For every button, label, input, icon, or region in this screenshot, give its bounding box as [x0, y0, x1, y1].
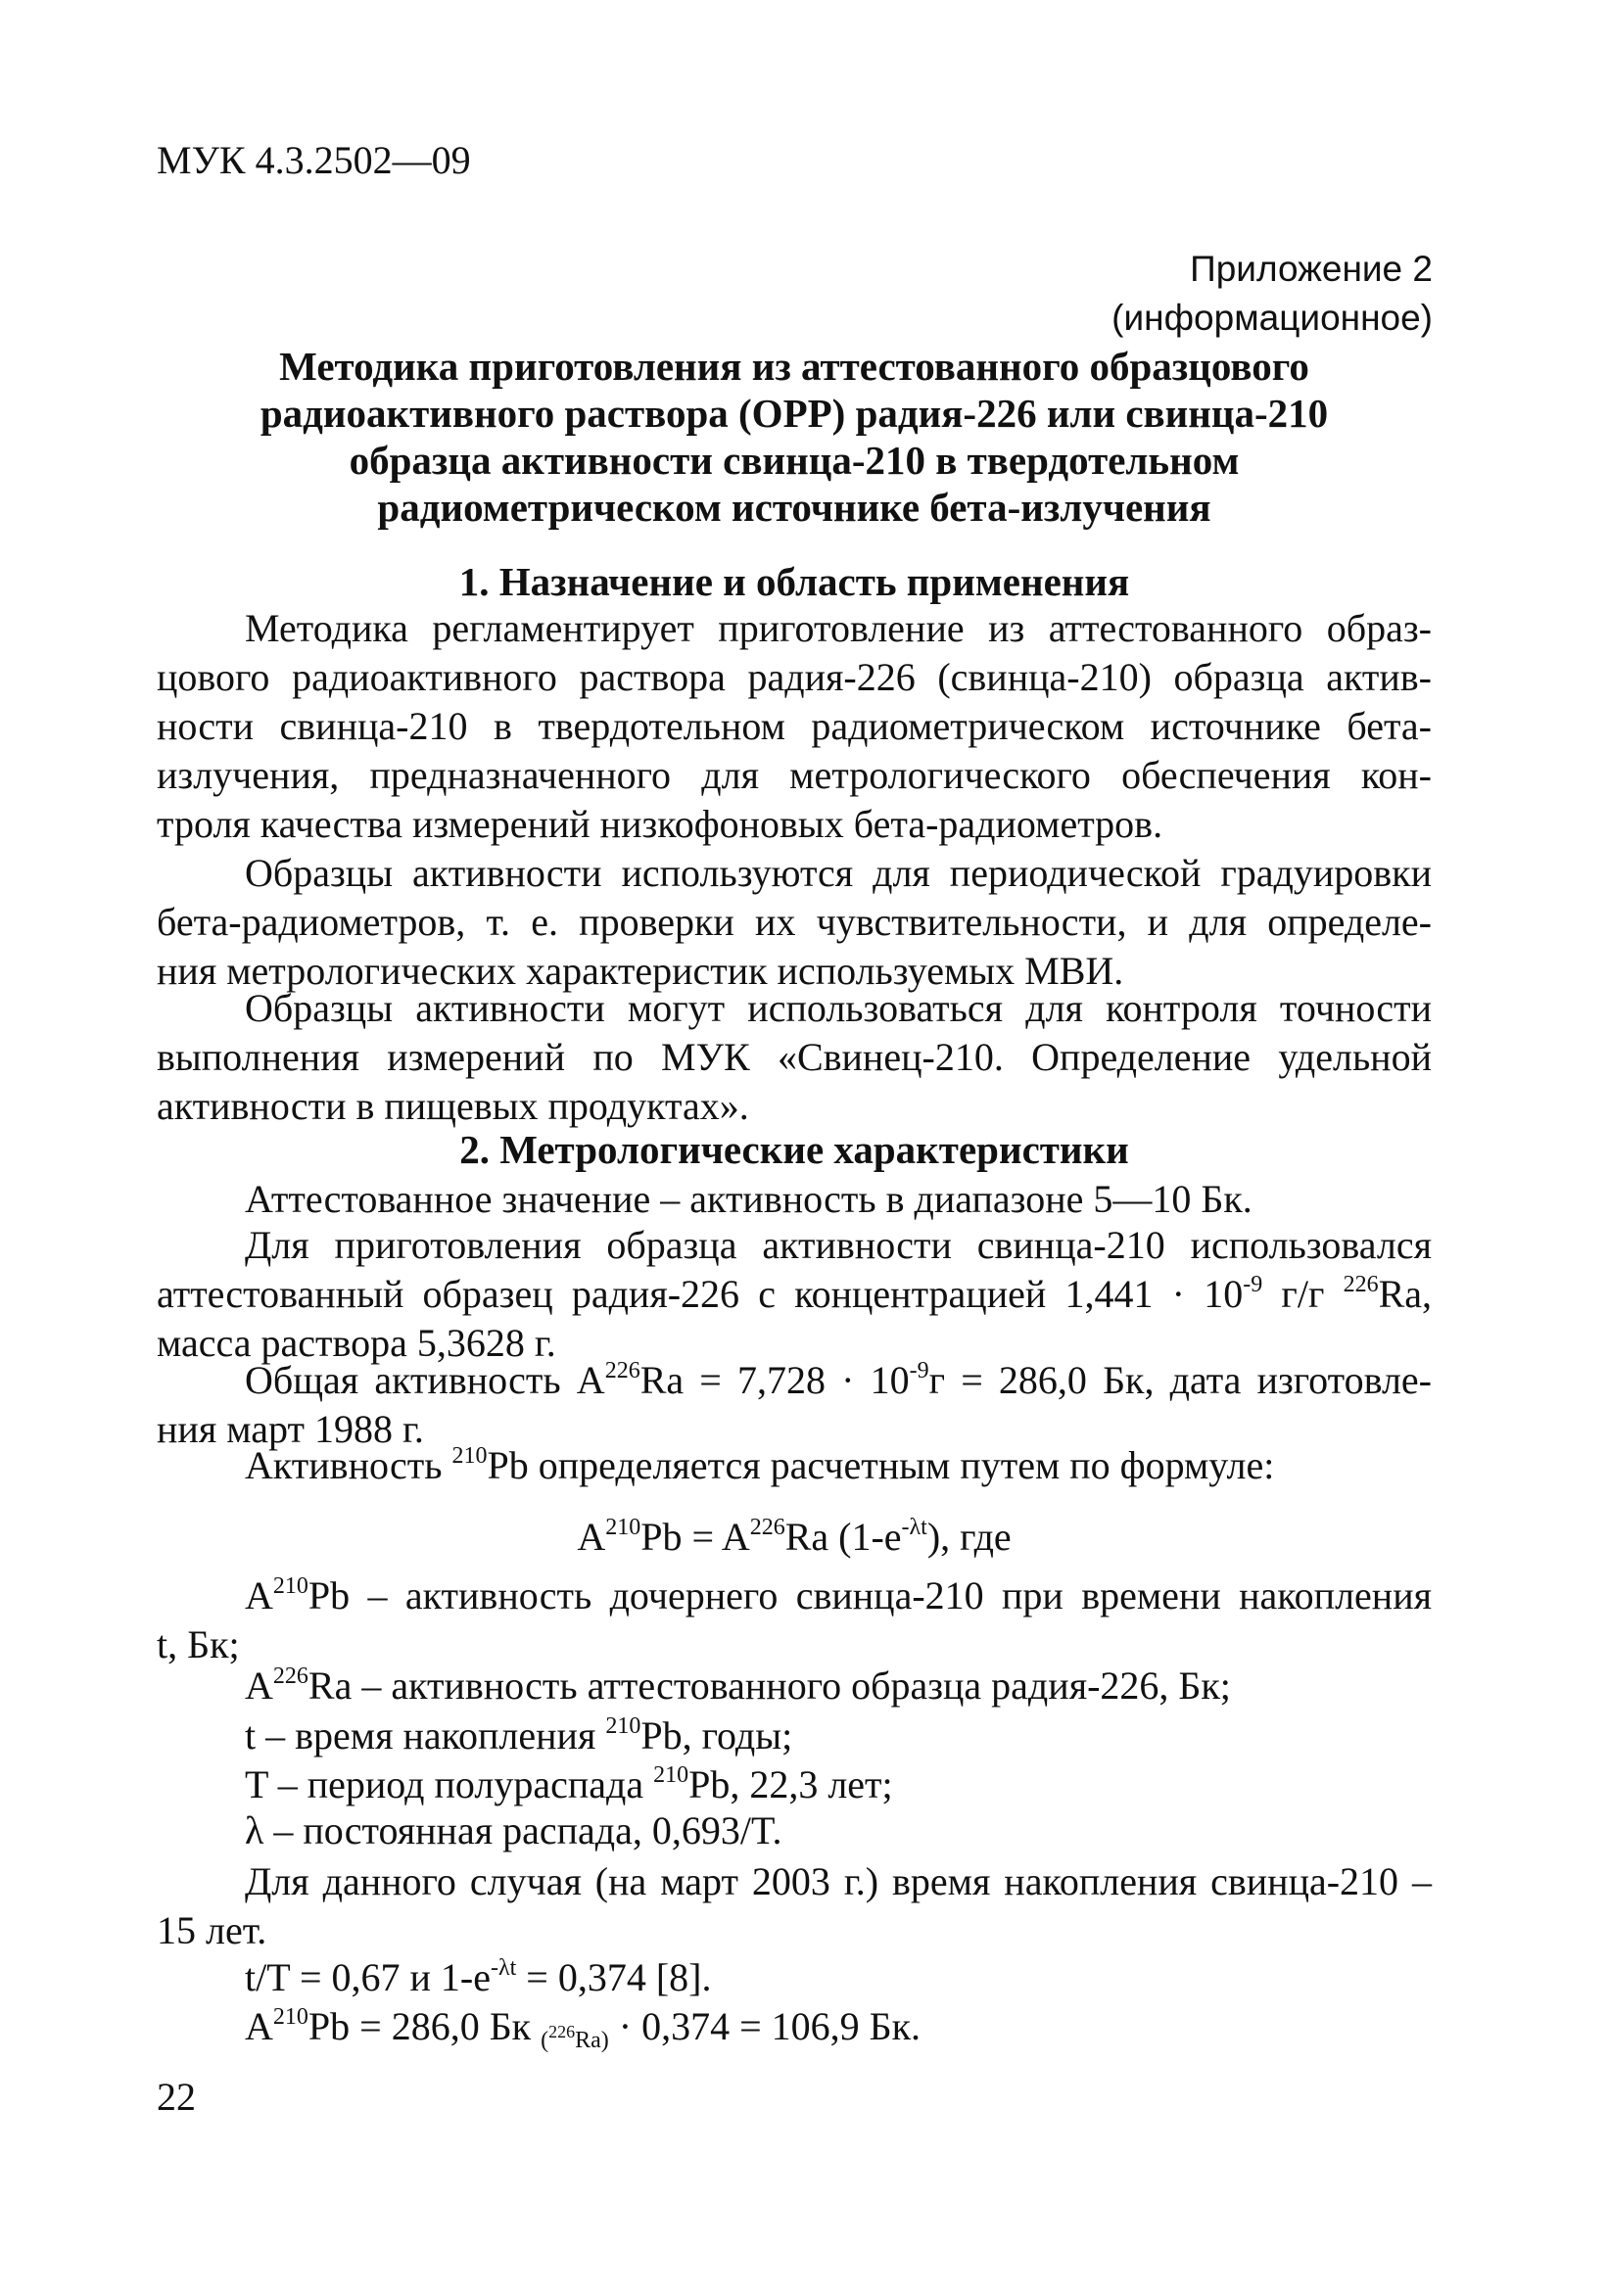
title-line: образца активности свинца-210 в твердотельном — [349, 438, 1240, 483]
section-2-paragraph-3 — [157, 1356, 1432, 1454]
text-line: Методика регламентирует приготовление из аттестованного образ- — [245, 606, 1432, 650]
text-line: Образцы активности используются для периодической градуировки — [245, 851, 1432, 895]
definition-time: t – время накопления $^{210}$Pb, годы; — [245, 1713, 793, 1757]
text-line: излучения, предназначенного для метрологического обеспечения кон- — [157, 753, 1432, 797]
section-1-paragraph-1 — [157, 604, 1432, 849]
text-line: выполнения измерений по МУК «Свинец-210. Определение удельной — [157, 1035, 1432, 1079]
definition-ra226: $A^{226}Ra$ – активность аттестованного образца радия-226, Бк; — [245, 1663, 1231, 1708]
title-line: Методика приготовления из аттестованного образцового — [279, 344, 1309, 389]
text-line: Образцы активности могут использоваться для контроля точности — [245, 986, 1432, 1030]
title-line: радиометрическом источнике бета-излучения — [377, 485, 1211, 530]
certified-value-text: Аттестованное значение – активность в диапазоне 5—10 Бк. — [245, 1177, 1253, 1221]
document-code: МУК 4.3.2502—09 — [157, 138, 471, 182]
text-line: масса раствора 5,3628 г. — [157, 1321, 556, 1365]
section-1-paragraph-3 — [157, 984, 1432, 1131]
definition-half-life: T – период полураспада $^{210}$Pb, 22,3 лет; — [245, 1762, 893, 1806]
document-title — [157, 343, 1432, 531]
text-line: бета-радиометров, т. е. проверки их чувствительности, и для определе- — [157, 900, 1432, 944]
text-line: Для приготовления образца активности свинца-210 использовался — [245, 1223, 1432, 1267]
definition-lambda: λ – постоянная распада, 0,693/T. — [245, 1808, 782, 1852]
text-line: троля качества измерений низкофоновых бета-радиометров. — [157, 802, 1163, 846]
section-2-paragraph-5 — [157, 1857, 1432, 1955]
decay-formula: $A^{210}Pb = A^{226}Ra$ $(1-e^{-\lambda t})$, где — [577, 1515, 1012, 1559]
text-line: t, Бк; — [157, 1622, 240, 1666]
text-line: аттестованный образец радия-226 с концентрацией $1,441 \cdot 10^{-9}$ г/г $^{226}$Ra, — [157, 1272, 1432, 1316]
calculation-result: $A^{210}Pb = 286,0$ Бк $_{(^{226}Ra)}$ · 0,374 = 106,9 Бк. — [245, 2004, 922, 2053]
text-line: активности в пищевых продуктах». — [157, 1084, 749, 1128]
definition-pb210 — [157, 1571, 1432, 1669]
section-1-heading: 1. Назначение и область применения — [458, 559, 1130, 604]
title-line: радиоактивного раствора (ОРР) радия-226 или свинца-210 — [260, 391, 1329, 436]
appendix-type: (информационное) — [1111, 298, 1433, 338]
text-line: Общая активность $A^{226}Ra = 7,728 \cdot 10^{-9}г = 286,0$ Бк, дата изготовле- — [245, 1358, 1433, 1402]
page-number: 22 — [157, 2075, 196, 2119]
text-line: цового радиоактивного раствора радия-226 (свинца-210) образца актив- — [157, 655, 1432, 699]
section-2-paragraph-2 — [157, 1221, 1432, 1368]
text-line: 15 лет. — [157, 1908, 267, 1952]
text-line: ности свинца-210 в твердотельном радиометрическом источнике бета- — [157, 704, 1432, 748]
text-line: $A^{210}Pb$ – активность дочернего свинца-210 при времени накопления — [245, 1573, 1432, 1617]
appendix-label — [1111, 245, 1433, 343]
text-line: ния метрологических характеристик используемых МВИ. — [157, 949, 1124, 993]
text-line: ния март 1988 г. — [157, 1407, 424, 1451]
section-1-paragraph-2 — [157, 849, 1432, 996]
section-2-paragraph-4: Активность $^{210}$Pb определяется расчетным путем по формуле: — [245, 1443, 1275, 1487]
appendix-number: Приложение 2 — [1190, 249, 1433, 289]
text-line: Для данного случая (на март 2003 г.) время накопления свинца-210 – — [245, 1859, 1432, 1903]
calculation-ratio: t/T = 0,67 и $1-e^{-\lambda t} = 0,374$ [8]. — [245, 1955, 712, 1999]
section-2-heading: 2. Метрологические характеристики — [459, 1127, 1129, 1172]
